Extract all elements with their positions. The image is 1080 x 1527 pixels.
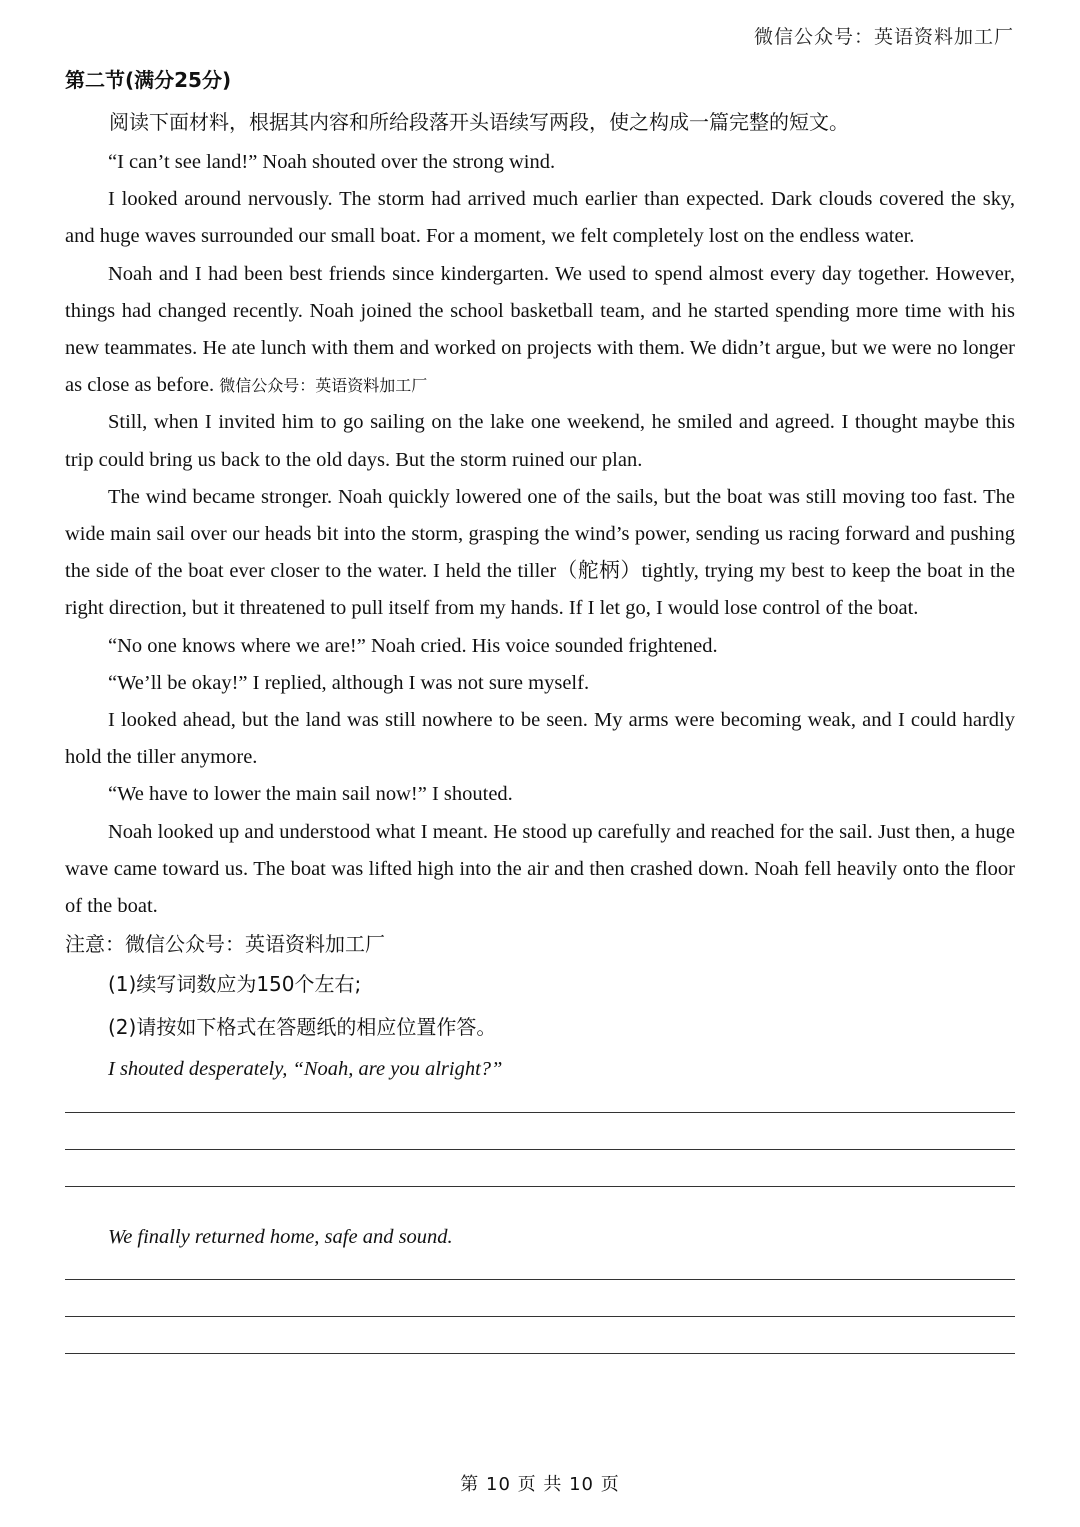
story-paragraph: I looked around nervously. The storm had arrived much earlier than expected. Dark clouds covered the sky, and huge waves surrounded our small boat. For a moment, we felt completely lost on the endless water. bbox=[65, 188, 1015, 248]
story-paragraph: “I can’t see land!” Noah shouted over the strong wind. bbox=[108, 151, 556, 173]
answer-line[interactable] bbox=[65, 1112, 1015, 1113]
section-title: 第二节(满分25分) bbox=[65, 68, 232, 92]
story-paragraph: “No one knows where we are!” Noah cried. His voice sounded frightened. bbox=[108, 634, 718, 657]
note-item: (2)请按如下格式在答题纸的相应位置作答。 bbox=[108, 1015, 497, 1040]
document-page bbox=[65, 62, 1015, 1354]
story-paragraph: The wind became stronger. Noah quickly lowered one of the sails, but the boat was still moving too fast. The wide main sail over our heads bit into the storm, grasping the wind’s power, sending us racing forward and pushing the side of the boat ever closer to the water. I held the tiller（舵柄）tightly, trying my best to keep the boat in the right direction, but it threatened to pull itself from my hands. If I let go, I would lose control of the boat. bbox=[65, 485, 1015, 620]
story-paragraph: “We’ll be okay!” I replied, although I was not sure myself. bbox=[108, 671, 590, 694]
answer-lines-1[interactable] bbox=[65, 1112, 1015, 1187]
answer-line[interactable] bbox=[65, 1149, 1015, 1150]
answer-lines-2[interactable] bbox=[65, 1279, 1015, 1354]
note-item: (1)续写词数应为150个左右; bbox=[108, 972, 362, 997]
notes-block bbox=[65, 925, 1015, 1049]
story-paragraph bbox=[65, 256, 1015, 405]
answer-line[interactable] bbox=[65, 1186, 1015, 1187]
answer-line[interactable] bbox=[65, 1279, 1015, 1280]
section-instruction: 阅读下面材料，根据其内容和所给段落开头语续写两段，使之构成一篇完整的短文。 bbox=[109, 110, 849, 134]
story-text bbox=[65, 144, 1015, 925]
notes-heading bbox=[65, 925, 1015, 963]
story-paragraph: Still, when I invited him to go sailing on the lake one weekend, he smiled and agreed. I thought maybe this trip could bring us back to the old days. But the storm ruined our plan. bbox=[65, 411, 1015, 471]
notes-label: 注意： bbox=[65, 932, 125, 957]
story-paragraph-text: Noah and I had been best friends since kindergarten. We used to spend almost every day together. However, things had changed recently. Noah joined the school basketball team, and he started spending more time with his new teammates. He ate lunch with them and worked on projects with them. We didn’t argue, but we were no longer as close as before. bbox=[65, 262, 1015, 397]
inline-watermark: 微信公众号：英语资料加工厂 bbox=[219, 376, 428, 396]
header-watermark: 微信公众号：英语资料加工厂 bbox=[753, 26, 1014, 48]
notes-watermark: 微信公众号：英语资料加工厂 bbox=[125, 932, 385, 957]
story-paragraph: “We have to lower the main sail now!” I shouted. bbox=[108, 783, 513, 806]
answer-line[interactable] bbox=[65, 1316, 1015, 1317]
continuation-prompt-2: We finally returned home, safe and sound. bbox=[108, 1226, 453, 1249]
answer-line[interactable] bbox=[65, 1353, 1015, 1354]
story-paragraph: I looked ahead, but the land was still nowhere to be seen. My arms were becoming weak, and I could hardly hold the tiller anymore. bbox=[65, 709, 1015, 769]
page-number: 第 10 页 共 10 页 bbox=[460, 1474, 620, 1495]
story-paragraph: Noah looked up and understood what I meant. He stood up carefully and reached for the sail. Just then, a huge wave came toward us. The boat was lifted high into the air and then crashed down. Noah fell heavily onto the floor of the boat. bbox=[65, 820, 1015, 918]
continuation-prompt-1: I shouted desperately, “Noah, are you alright?” bbox=[108, 1058, 503, 1081]
